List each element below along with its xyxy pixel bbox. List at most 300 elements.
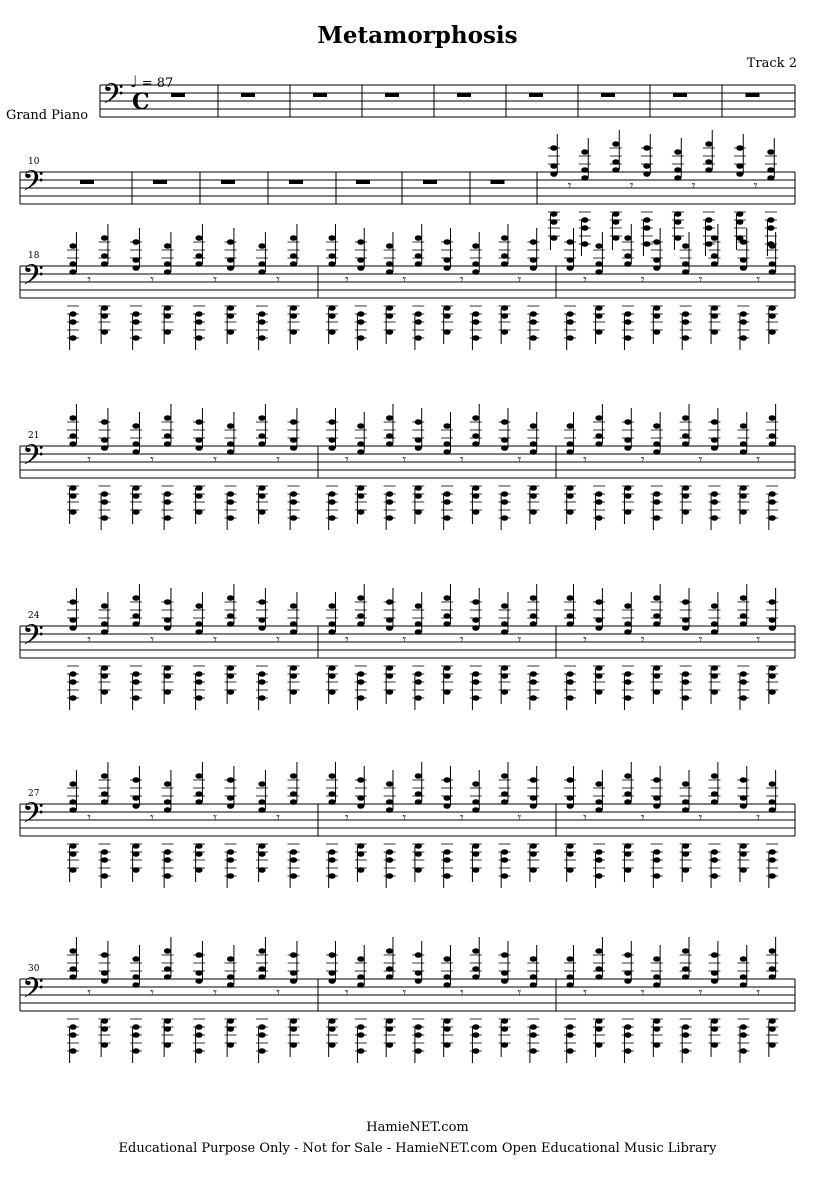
note-head	[624, 629, 631, 635]
note-head	[132, 595, 139, 601]
note-head	[443, 803, 450, 809]
note-head	[195, 978, 202, 984]
note-head	[328, 799, 335, 805]
eighth-rest-icon: 𝄾	[629, 178, 634, 194]
eighth-rest-icon: 𝄾	[698, 632, 703, 648]
note-head	[567, 265, 574, 271]
note-head	[357, 449, 364, 455]
note-head	[357, 956, 364, 962]
note-head	[164, 807, 171, 813]
note-head	[740, 956, 747, 962]
note-head	[595, 243, 602, 249]
note-head	[164, 269, 171, 275]
note-head	[227, 265, 234, 271]
note-head	[501, 261, 508, 267]
eighth-rest-icon: 𝄾	[698, 985, 703, 1001]
note-head	[653, 441, 660, 447]
tempo-value: = 87	[141, 76, 174, 91]
note-head	[595, 261, 602, 267]
note-head	[612, 167, 619, 173]
note-head	[164, 625, 171, 631]
note-head	[736, 171, 743, 177]
eighth-rest-icon: 𝄾	[150, 452, 154, 468]
note-head	[472, 974, 479, 980]
eighth-rest-icon: 𝄾	[756, 632, 761, 648]
note-head	[195, 261, 202, 267]
note-head	[328, 235, 335, 241]
note-head	[227, 595, 234, 601]
measure-number: 18	[28, 251, 40, 261]
eighth-rest-icon: 𝄾	[87, 985, 91, 1001]
note-head	[227, 803, 234, 809]
note-head	[328, 261, 335, 267]
note-head	[101, 799, 108, 805]
note-head	[711, 261, 718, 267]
note-head	[624, 261, 631, 267]
note-head	[769, 948, 776, 954]
note-head	[595, 441, 602, 447]
note-head	[740, 621, 747, 627]
note-head	[386, 415, 393, 421]
note-head	[132, 265, 139, 271]
note-head	[443, 265, 450, 271]
note-head	[328, 603, 335, 609]
note-head	[132, 621, 139, 627]
note-head	[595, 948, 602, 954]
note-head	[711, 799, 718, 805]
note-head	[386, 441, 393, 447]
note-head	[740, 803, 747, 809]
eighth-rest-icon: 𝄾	[517, 985, 522, 1001]
note-head	[443, 441, 450, 447]
note-head	[567, 956, 574, 962]
eighth-rest-icon: 𝄾	[213, 452, 217, 468]
measure-number: 21	[28, 431, 40, 441]
note-head	[530, 982, 537, 988]
note-head	[443, 956, 450, 962]
note-head	[132, 803, 139, 809]
eighth-rest-icon: 𝄾	[276, 985, 280, 1001]
note-head	[258, 269, 265, 275]
note-head	[624, 621, 631, 627]
note-head	[581, 167, 588, 173]
note-head	[711, 445, 718, 451]
eighth-rest-icon: 𝄾	[517, 632, 522, 648]
eighth-rest-icon: 𝄾	[276, 632, 280, 648]
note-head	[290, 603, 297, 609]
note-head	[769, 243, 776, 249]
eighth-rest-icon: 𝄾	[460, 452, 464, 468]
note-head	[290, 978, 297, 984]
note-head	[290, 799, 297, 805]
note-head	[357, 595, 364, 601]
footer-legal: Educational Purpose Only - Not for Sale - HamieNET.com Open Educational Music Library	[118, 1141, 717, 1156]
note-head	[195, 629, 202, 635]
note-head	[501, 978, 508, 984]
eighth-rest-icon: 𝄾	[345, 272, 349, 288]
note-head	[132, 974, 139, 980]
note-head	[69, 799, 76, 805]
note-head	[472, 415, 479, 421]
eighth-rest-icon: 𝄾	[640, 272, 645, 288]
note-head	[386, 261, 393, 267]
eighth-rest-icon: 𝄾	[87, 632, 91, 648]
note-head	[443, 595, 450, 601]
note-head	[740, 595, 747, 601]
note-head	[740, 982, 747, 988]
note-head	[769, 415, 776, 421]
note-head	[258, 948, 265, 954]
note-head	[164, 948, 171, 954]
note-head	[740, 423, 747, 429]
note-head	[653, 265, 660, 271]
eighth-rest-icon: 𝄾	[402, 810, 407, 826]
note-head	[443, 982, 450, 988]
whole-rest	[313, 93, 327, 97]
note-head	[769, 625, 776, 631]
note-head	[195, 603, 202, 609]
note-head	[258, 625, 265, 631]
note-head	[386, 799, 393, 805]
bass-clef-icon: 𝄢	[22, 972, 44, 1012]
eighth-rest-icon: 𝄾	[402, 632, 407, 648]
note-head	[258, 781, 265, 787]
note-head	[69, 974, 76, 980]
quarter-note-icon: ♩	[130, 72, 138, 91]
bass-clef-icon: 𝄢	[22, 797, 44, 837]
eighth-rest-icon: 𝄾	[460, 810, 464, 826]
eighth-rest-icon: 𝄾	[517, 810, 522, 826]
note-head	[69, 415, 76, 421]
note-head	[653, 595, 660, 601]
note-head	[705, 167, 712, 173]
eighth-rest-icon: 𝄾	[753, 178, 758, 194]
note-head	[711, 773, 718, 779]
eighth-rest-icon: 𝄾	[213, 985, 217, 1001]
note-head	[132, 441, 139, 447]
eighth-rest-icon: 𝄾	[402, 452, 407, 468]
note-head	[653, 449, 660, 455]
eighth-rest-icon: 𝄾	[87, 272, 91, 288]
note-head	[164, 974, 171, 980]
note-head	[328, 621, 335, 627]
note-head	[595, 415, 602, 421]
note-head	[530, 441, 537, 447]
note-head	[530, 803, 537, 809]
whole-rest	[385, 93, 399, 97]
note-head	[357, 423, 364, 429]
note-head	[643, 171, 650, 177]
note-head	[653, 974, 660, 980]
eighth-rest-icon: 𝄾	[87, 452, 91, 468]
note-head	[443, 449, 450, 455]
bass-clef-icon: 𝄢	[22, 165, 44, 205]
note-head	[595, 269, 602, 275]
note-head	[472, 441, 479, 447]
note-head	[132, 956, 139, 962]
eighth-rest-icon: 𝄾	[583, 452, 587, 468]
whole-rest	[80, 180, 94, 184]
note-head	[682, 261, 689, 267]
note-head	[595, 625, 602, 631]
note-head	[567, 423, 574, 429]
note-head	[415, 621, 422, 627]
note-head	[164, 781, 171, 787]
whole-rest	[423, 180, 437, 184]
note-head	[258, 807, 265, 813]
eighth-rest-icon: 𝄾	[460, 272, 464, 288]
note-head	[472, 625, 479, 631]
note-head	[624, 978, 631, 984]
note-head	[567, 621, 574, 627]
note-head	[581, 175, 588, 181]
eighth-rest-icon: 𝄾	[276, 452, 280, 468]
eighth-rest-icon: 𝄾	[691, 178, 696, 194]
note-head	[227, 956, 234, 962]
note-head	[767, 149, 774, 155]
note-head	[769, 781, 776, 787]
note-head	[472, 261, 479, 267]
note-head	[530, 595, 537, 601]
note-head	[69, 807, 76, 813]
eighth-rest-icon: 𝄾	[345, 452, 349, 468]
note-head	[386, 243, 393, 249]
note-head	[769, 974, 776, 980]
note-head	[69, 781, 76, 787]
eighth-rest-icon: 𝄾	[345, 632, 349, 648]
note-head	[682, 269, 689, 275]
note-head	[101, 445, 108, 451]
note-head	[769, 807, 776, 813]
note-head	[227, 974, 234, 980]
eighth-rest-icon: 𝄾	[517, 452, 522, 468]
whole-rest	[457, 93, 471, 97]
note-head	[740, 441, 747, 447]
track-label: Track 2	[746, 56, 797, 71]
note-head	[567, 595, 574, 601]
note-head	[69, 261, 76, 267]
note-head	[767, 167, 774, 173]
note-head	[415, 261, 422, 267]
eighth-rest-icon: 𝄾	[698, 810, 703, 826]
note-head	[769, 269, 776, 275]
note-head	[227, 449, 234, 455]
eighth-rest-icon: 𝄾	[276, 810, 280, 826]
eighth-rest-icon: 𝄾	[698, 452, 703, 468]
note-head	[472, 807, 479, 813]
note-head	[682, 441, 689, 447]
note-head	[443, 621, 450, 627]
note-head	[101, 621, 108, 627]
note-head	[415, 235, 422, 241]
note-head	[501, 621, 508, 627]
note-head	[69, 269, 76, 275]
note-head	[472, 948, 479, 954]
note-head	[472, 243, 479, 249]
note-head	[595, 807, 602, 813]
note-head	[357, 974, 364, 980]
note-head	[581, 149, 588, 155]
note-head	[195, 621, 202, 627]
note-head	[682, 415, 689, 421]
note-head	[101, 261, 108, 267]
note-head	[530, 423, 537, 429]
note-head	[290, 445, 297, 451]
note-head	[501, 799, 508, 805]
eighth-rest-icon: 𝄾	[583, 810, 587, 826]
note-head	[258, 799, 265, 805]
measure-number: 24	[28, 611, 40, 621]
note-head	[711, 603, 718, 609]
note-head	[595, 799, 602, 805]
note-head	[501, 603, 508, 609]
note-head	[711, 629, 718, 635]
note-head	[682, 948, 689, 954]
note-head	[357, 621, 364, 627]
note-head	[69, 243, 76, 249]
note-head	[443, 974, 450, 980]
bass-clef-icon: 𝄢	[22, 439, 44, 479]
eighth-rest-icon: 𝄾	[640, 810, 645, 826]
note-head	[386, 807, 393, 813]
bass-clef-icon: 𝄢	[102, 78, 124, 118]
note-head	[101, 235, 108, 241]
note-head	[164, 261, 171, 267]
note-head	[530, 265, 537, 271]
whole-rest	[289, 180, 303, 184]
note-head	[132, 423, 139, 429]
note-head	[682, 807, 689, 813]
note-head	[101, 629, 108, 635]
note-head	[195, 445, 202, 451]
note-head	[328, 978, 335, 984]
note-head	[415, 799, 422, 805]
note-head	[530, 956, 537, 962]
note-head	[69, 948, 76, 954]
measure-number: 27	[28, 789, 40, 799]
note-head	[624, 603, 631, 609]
eighth-rest-icon: 𝄾	[460, 632, 464, 648]
note-head	[415, 629, 422, 635]
note-head	[69, 625, 76, 631]
note-head	[227, 423, 234, 429]
note-head	[227, 441, 234, 447]
whole-rest	[171, 93, 185, 97]
note-head	[530, 449, 537, 455]
eighth-rest-icon: 𝄾	[583, 985, 587, 1001]
note-head	[195, 773, 202, 779]
footer-site: HamieNET.com	[366, 1120, 469, 1135]
eighth-rest-icon: 𝄾	[583, 272, 587, 288]
note-head	[530, 974, 537, 980]
note-head	[472, 269, 479, 275]
note-head	[357, 265, 364, 271]
note-head	[386, 948, 393, 954]
note-head	[290, 773, 297, 779]
note-head	[740, 974, 747, 980]
note-head	[595, 781, 602, 787]
note-head	[595, 974, 602, 980]
note-head	[386, 269, 393, 275]
eighth-rest-icon: 𝄾	[150, 272, 154, 288]
note-head	[415, 773, 422, 779]
note-head	[357, 441, 364, 447]
note-head	[101, 773, 108, 779]
common-time-icon: C	[132, 89, 150, 115]
note-head	[472, 781, 479, 787]
eighth-rest-icon: 𝄾	[756, 452, 761, 468]
note-head	[132, 982, 139, 988]
eighth-rest-icon: 𝄾	[756, 272, 761, 288]
note-head	[769, 261, 776, 267]
note-head	[674, 175, 681, 181]
note-head	[415, 978, 422, 984]
eighth-rest-icon: 𝄾	[583, 632, 587, 648]
note-head	[195, 799, 202, 805]
note-head	[769, 799, 776, 805]
note-head	[624, 773, 631, 779]
whole-rest	[673, 93, 687, 97]
note-head	[767, 175, 774, 181]
note-head	[740, 449, 747, 455]
eighth-rest-icon: 𝄾	[276, 272, 280, 288]
eighth-rest-icon: 𝄾	[213, 810, 217, 826]
note-head	[624, 235, 631, 241]
note-head	[227, 621, 234, 627]
note-head	[567, 803, 574, 809]
note-head	[443, 423, 450, 429]
eighth-rest-icon: 𝄾	[640, 985, 645, 1001]
note-head	[357, 803, 364, 809]
note-head	[653, 803, 660, 809]
note-head	[653, 621, 660, 627]
note-head	[101, 603, 108, 609]
note-head	[682, 974, 689, 980]
note-head	[653, 982, 660, 988]
note-head	[328, 445, 335, 451]
measure-number: 10	[28, 157, 40, 167]
whole-rest	[746, 93, 760, 97]
note-head	[258, 441, 265, 447]
score-title: Metamorphosis	[317, 22, 518, 49]
note-head	[740, 265, 747, 271]
eighth-rest-icon: 𝄾	[213, 272, 217, 288]
eighth-rest-icon: 𝄾	[213, 632, 217, 648]
note-head	[164, 243, 171, 249]
bass-clef-icon: 𝄢	[22, 619, 44, 659]
note-head	[711, 978, 718, 984]
note-head	[290, 261, 297, 267]
eighth-rest-icon: 𝄾	[517, 272, 522, 288]
note-head	[164, 441, 171, 447]
note-head	[164, 415, 171, 421]
eighth-rest-icon: 𝄾	[150, 810, 154, 826]
eighth-rest-icon: 𝄾	[756, 985, 761, 1001]
whole-rest	[356, 180, 370, 184]
note-head	[290, 629, 297, 635]
note-head	[258, 243, 265, 249]
note-head	[711, 235, 718, 241]
eighth-rest-icon: 𝄾	[460, 985, 464, 1001]
note-head	[550, 171, 557, 177]
note-head	[328, 773, 335, 779]
note-head	[624, 445, 631, 451]
eighth-rest-icon: 𝄾	[640, 452, 645, 468]
whole-rest	[153, 180, 167, 184]
note-head	[705, 141, 712, 147]
bass-clef-icon: 𝄢	[22, 259, 44, 299]
whole-rest	[491, 180, 505, 184]
